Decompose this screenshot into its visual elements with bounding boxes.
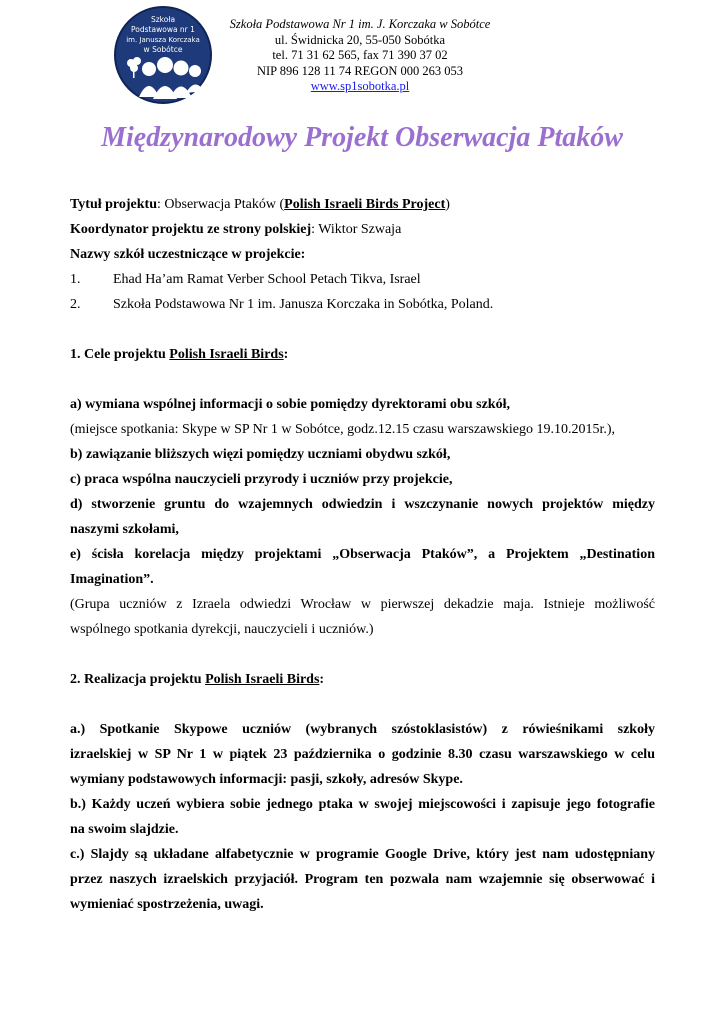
- project-title-value: : Obserwacja Ptaków (: [157, 197, 285, 212]
- project-title-line: [70, 192, 655, 217]
- goal-note-line-1: (Grupa uczniów z Izraela odwiedzi Wrocław w pierwszej dekadzie maja. Istnieje możliwość: [70, 597, 655, 612]
- section-2-heading: [70, 667, 655, 692]
- section-2-heading-suffix: :: [319, 672, 325, 687]
- school-name: Szkoła Podstawowa Nr 1 im. J. Korczaka w Sobótce: [229, 17, 491, 31]
- project-title-close: ): [445, 197, 450, 212]
- section-1-heading-prefix: 1. Cele projektu: [70, 347, 170, 362]
- document-body: [70, 192, 655, 917]
- goal-e-line-2: Imagination”.: [70, 572, 154, 587]
- letterhead: [210, 17, 510, 95]
- school-website-link[interactable]: www.sp1sobotka.pl: [310, 79, 410, 93]
- project-title-label: Tytuł projektu: [70, 197, 157, 212]
- realization-c-line-3: wymieniać spostrzeżenia, uwagi.: [70, 897, 264, 912]
- logo-text-line-3: im. Janusza Korczaka: [126, 36, 200, 44]
- realization-a-line-3: wymiany podstawowych informacji: pasji, szkoły, adresów Skype.: [70, 772, 463, 787]
- school-ids: NIP 896 128 11 74 REGON 000 263 053: [256, 63, 464, 78]
- list-item-text: Ehad Ha’am Ramat Verber School Petach Tikva, Israel: [113, 272, 421, 287]
- logo-text-line-4: w Sobótce: [143, 45, 183, 54]
- realization-c-line-2: przez naszych izraelskich przyjaciół. Program ten pozwala nam wzajemnie się obserwować i: [70, 872, 655, 887]
- section-1-heading-suffix: :: [283, 347, 289, 362]
- goal-b: b) zawiązanie bliższych więzi pomiędzy uczniami obydwu szkół,: [70, 447, 451, 462]
- school-logo-icon: [113, 5, 213, 105]
- coordinator-label: Koordynator projektu ze strony polskiej: [70, 222, 312, 237]
- goal-note-line-2: wspólnego spotkania dyrekcji, nauczycieli i uczniów.): [70, 622, 374, 637]
- realization-b-line-2: na swoim slajdzie.: [70, 822, 179, 837]
- realization-a-line-2: izraelskiej w SP Nr 1 w piątek 23 października o godzinie 8.30 czasu warszawskiego w celu: [70, 747, 655, 762]
- section-2-heading-prefix: 2. Realizacja projektu: [70, 672, 206, 687]
- section-1-heading: [70, 342, 655, 367]
- school-phone: tel. 71 31 62 565, fax 71 390 37 02: [272, 48, 448, 62]
- list-item-text: Szkoła Podstawowa Nr 1 im. Janusza Korczaka in Sobótka, Poland.: [113, 297, 494, 312]
- goal-d-line-2: naszymi szkołami,: [70, 522, 179, 537]
- list-item-number: 2.: [70, 297, 81, 312]
- schools-label: Nazwy szkół uczestniczące w projekcie:: [70, 247, 306, 262]
- logo-text-line-1: Szkoła: [150, 15, 176, 24]
- project-title-english: Polish Israeli Birds Project: [284, 197, 446, 212]
- section-2-heading-link: Polish Israeli Birds: [205, 672, 320, 687]
- realization-c-line-1: c.) Slajdy są układane alfabetycznie w programie Google Drive, który jest nam udostępniany: [70, 847, 655, 862]
- realization-b-line-1: b.) Każdy uczeń wybiera sobie jednego ptaka w swojej miejscowości i zapisuje jego fotografie: [70, 797, 655, 812]
- list-item: [70, 292, 655, 317]
- goal-d-line-1: d) stworzenie gruntu do wzajemnych odwiedzin i wszczynanie nowych projektów między: [70, 497, 655, 512]
- list-item-number: 1.: [70, 272, 81, 287]
- coordinator-value: : Wiktor Szwaja: [311, 222, 402, 237]
- document-title: Międzynarodowy Projekt Obserwacja Ptaków: [101, 122, 623, 153]
- goal-a-note: (miejsce spotkania: Skype w SP Nr 1 w Sobótce, godz.12.15 czasu warszawskiego 19.10.2015r.),: [70, 422, 615, 437]
- school-address: ul. Świdnicka 20, 55-050 Sobótka: [274, 32, 446, 47]
- list-item: [70, 267, 655, 292]
- logo-text-line-2: Podstawowa nr 1: [131, 25, 195, 34]
- section-1-heading-link: Polish Israeli Birds: [169, 347, 284, 362]
- goal-a: a) wymiana wspólnej informacji o sobie pomiędzy dyrektorami obu szkół,: [70, 397, 510, 412]
- realization-a-line-1: a.) Spotkanie Skypowe uczniów (wybranych szóstoklasistów) z rówieśnikami szkoły: [70, 722, 655, 737]
- coordinator-line: [70, 217, 655, 242]
- goal-c: c) praca wspólna nauczycieli przyrody i uczniów przy projekcie,: [70, 472, 453, 487]
- school-logo: [113, 5, 213, 105]
- goal-e-line-1: e) ścisła korelacja między projektami „Obserwacja Ptaków”, a Projektem „Destination: [70, 547, 655, 562]
